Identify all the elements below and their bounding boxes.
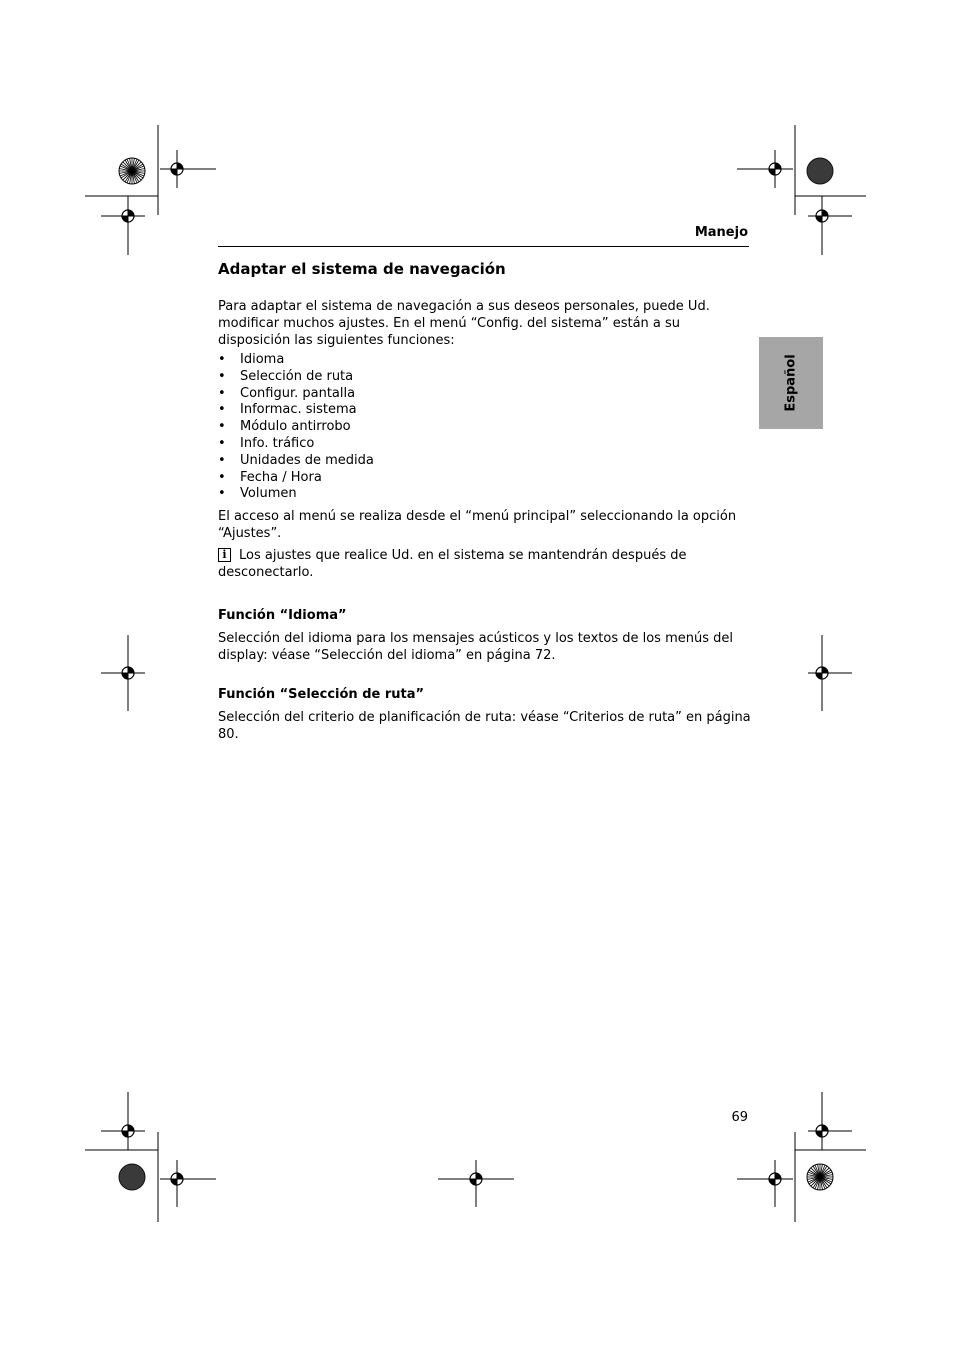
bullet-icon: •: [218, 385, 226, 401]
info-note: [218, 547, 754, 581]
list-item: [218, 402, 754, 419]
bullet-icon: •: [218, 486, 226, 502]
section-heading-idioma: Función “Idioma”: [218, 608, 347, 624]
list-item-label: Volumen: [240, 486, 297, 502]
section-text-seleccion-ruta: Selección del criterio de planificación de ruta: véase “Criterios de ruta” en página 80.: [218, 710, 751, 743]
list-item: [218, 453, 754, 470]
list-item-label: Informac. sistema: [240, 402, 357, 418]
list-item: [218, 470, 754, 487]
list-item-label: Unidades de medida: [240, 452, 374, 468]
bullet-icon: •: [218, 368, 226, 384]
list-item-label: Idioma: [240, 352, 285, 367]
list-item: [218, 419, 754, 436]
bullet-icon: •: [218, 452, 226, 468]
page-number: 69: [731, 1110, 748, 1125]
list-item: [218, 386, 754, 403]
section-text-idioma: Selección del idioma para los mensajes acústicos y los textos de los menús del display: véase “Selección del idioma” en página 72.: [218, 631, 733, 664]
bullet-icon: •: [218, 469, 226, 485]
running-header: Manejo: [694, 225, 748, 240]
list-item-label: Fecha / Hora: [240, 469, 322, 485]
bullet-icon: •: [218, 435, 226, 451]
language-tab-label: Español: [783, 354, 799, 412]
header-rule: [218, 246, 749, 247]
section-heading-seleccion-ruta: Función “Selección de ruta”: [218, 687, 425, 703]
function-list: [218, 352, 754, 503]
bullet-icon: •: [218, 419, 226, 435]
list-item: [218, 486, 754, 503]
list-item-label: Info. tráfico: [240, 435, 315, 451]
list-item: [218, 369, 754, 386]
language-tab: [759, 337, 823, 429]
page-content: [218, 258, 754, 743]
list-item-label: Módulo antirrobo: [240, 419, 351, 435]
bullet-icon: •: [218, 352, 226, 367]
intro-paragraph: Para adaptar el sistema de navegación a sus deseos personales, puede Ud. modificar muchos ajustes. En el menú “Config. del sistema” están a su disposición las siguientes funciones:: [218, 299, 710, 348]
list-item-label: Configur. pantalla: [240, 385, 356, 401]
list-item: [218, 352, 754, 369]
page-title: Adaptar el sistema de navegación: [218, 260, 506, 278]
list-item: [218, 436, 754, 453]
info-icon: i: [218, 548, 231, 562]
bullet-icon: •: [218, 402, 226, 418]
info-note-text: Los ajustes que realice Ud. en el sistema se mantendrán después de desconectarlo.: [218, 548, 687, 581]
access-paragraph: El acceso al menú se realiza desde el “menú principal” seleccionando la opción “Ajustes”.: [218, 509, 737, 542]
list-item-label: Selección de ruta: [240, 368, 354, 384]
